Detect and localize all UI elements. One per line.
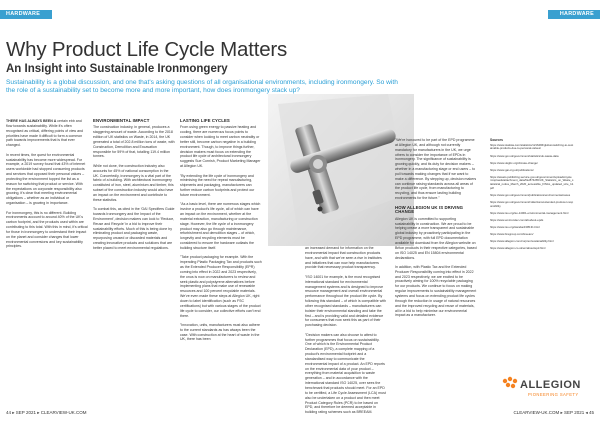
- paragraph: "Innovation, units, manufacturers must also adhere to the current standards as has always been the case. With construction at the heart of waste in the UK, there has been: [180, 322, 260, 342]
- reference-link[interactable]: https://assets.publishing.service.gov.uk/government/uploads/system/uploads/attachment_data/file/874265/UK_Statistics_on_Waste_statistical_notice_March_2020_accessible_FINAL_updated_size_12.pdf: [490, 174, 574, 190]
- paragraph: While not done, the construction industry also accounts for 45% of national consumption in the UK. Concertedly, ironmongery is a vital part of the fabric of a building. With architectural ironmongery constituted of iron, steel, aluminium and timber, this subset of the construction industry would also have an impact on the environment and contribute to these statistics.: [93, 163, 174, 202]
- reference-link[interactable]: https://www.gov.uk/government/publications/environmental-taxes: [490, 192, 571, 197]
- reference-link[interactable]: https://www.gov.uk/government/statistics/uk-waste-data: [490, 153, 559, 158]
- paragraph: "We're honoured to be part of the EPD programme at Allegion UK, and although not currently mandatory for manufacturers in the UK, we urge others to consider the importance of EPDs in ironmongery. The significance of sustainability is growing quickly, and its duty for decision makers – whether in a manufacturing stage or end users – to pull towards making changes that if we want to make a difference. By stepping up, decision makers can continue raising standards across all areas of the product life cycle, from manufacturing to recycling, and thus ensure lasting building environments for the future.": [395, 138, 477, 201]
- paragraph: an increased demand for information on the environmental impact that construction products have, and with that we've seen a rise in institutes and initiatives that can now help manufacturers provide that necessary product transparency.: [305, 246, 382, 270]
- svg-text:ALLEGION: ALLEGION: [520, 379, 581, 391]
- paragraph: From using green energy to passive heating and cooling, there are numerous focus points to consider when looking to meet carbon neutrality or better still, become carbon negative in a building environment. Though, to improve things further, decision makers must focus on extending the product life cycle of architectural ironmongery suggests Sue Cornish, Product Marketing Manager at Allegion UK.: [180, 125, 261, 169]
- column-5: [395, 138, 477, 323]
- folio-right: CLEARVIEW-UK.COM ▸ SEP 2021 ◂ 45: [513, 410, 594, 415]
- section-heading: LASTING LIFE CYCLES: [180, 118, 230, 123]
- column-4: [305, 246, 387, 420]
- reference-link[interactable]: https://www.ukgbc.org/climate-change/: [490, 160, 538, 165]
- paragraph: "As a basic level, there are numerous stages which involve a product's life cycle, all of which can have an impact on the environment, whether at the material extraction, manufacturing or construction stage. However, the life cycle of a ironmongery product may also go through maintenance, refurbishment and demolition stages – of which, longevity and recycling elements must be considered to ensure the hardware outlasts the building structure itself.: [180, 202, 261, 250]
- paragraph: In recent times, the quest for environmental sustainability has become more widespread. For example, a 2019 survey found that 43% of internet users worldwide had stopped consuming products and services that opposed their personal values – protecting the environment topped the list as a reason for switching that product or service. With the expectations on corporate responsibility also growing, it's clear that meeting environmental obligations – whether as an individual or organisation – is growing in importance.: [6, 152, 86, 206]
- reference-link[interactable]: https://www.allegion.com/corp/en/sustainability.html: [490, 239, 554, 244]
- section-label-right: HARDWARE: [548, 10, 600, 19]
- paragraph: The construction industry, in general, produces a staggering amount of waste. According to the 2018 edition of UK statistics on Waste, in 2014, the UK generated a total of 202.8 million tons of waste, with Construction, Demolition and Excavation responsible for 59% of that, totalling 119.4 million tonnes.: [93, 125, 175, 159]
- paragraph: "Decision makers can also choose to attest to further programmes that focus on sustainability. One of which is the Environmental Product Declaration (EPD), a complete mapping of a product's environmental footprint and a standardised way to communicate the environmental impact of a product. An EPD reports on the environmental data of your product – everything from material acquisition to waste generation – and in accordance with the international standard ISO 14025, over sees the benchmark that products should meet. For an EPD to be certified, a Life Cycle Assessment (LCA) must also be undertaken on a product and then meet Product Category Rules (PCR) to be based on EPD, and therefore be deemed acceptable in building rating schemes such as BREEAM.: [305, 332, 386, 415]
- paragraph: To combat this, as cited in the 'GAI Specifiers Guide towards Ironmongery and the Impact of the Environment', decision makers can look to 'Reduce, Reuse and Recycle' in a bid to improve their sustainability efforts. Much of this is being done by eliminating product and packaging waste, repurposing unused or discarded materials and creating innovative products and solutions that are better placed to meet environmental regulations.: [93, 207, 175, 250]
- reference-link[interactable]: https://www.statista.com/statistics/1216496/global-switching-to-sustainable-products-due-to-personal-values/: [490, 142, 574, 151]
- allegion-logo-mark: [500, 374, 580, 404]
- right-page: [300, 0, 600, 424]
- lead-in: THERE HAS ALWAYS BEEN A: [6, 119, 57, 123]
- paragraph: Allegion UK is committed to supporting sustainability in construction. We are proud to be helping create a more transparent and sustainable global industry by proactively participating in the EPD programme, with full EPD documentation available for download from the Allegion website on Briton products in their respective categories, based on ISO 14025 and EN 15804 environmental declarations.: [395, 216, 477, 260]
- references-heading: Sources: [490, 138, 504, 142]
- section-heading: HOW ALLEGION UK IS DRIVING CHANGE: [395, 204, 464, 215]
- section-heading: ENVIRONMENTAL IMPACT: [93, 118, 150, 123]
- column-3: [180, 119, 262, 347]
- column-1: [6, 119, 88, 254]
- reference-link[interactable]: https://www.allegion.co.uk/en/about/epd.html: [490, 246, 546, 251]
- reference-link[interactable]: https://www.bregroup.com/breeam/: [490, 232, 534, 237]
- article-lede: Sustainability is a global discussion, and one that's asking questions of all organisational environments, including ironmongery. So with the role of a sustainability set to become more and more important, how does ironmongery stack up?: [6, 79, 398, 95]
- paragraph: "Take product packaging for example. With the impending Plastic Packaging Tax and products such as the Extended Producer Responsibility (EPR) coming into effect in 2022 and 2023 respectively, the onus is now on manufacturers to review and seek plastic and polystyrene alternatives before implementing plans that make use of renewable resources and 100 percent recyclable materials. We've even made these steps at Allegion UK, right down to label identification (such as FSC certifications) but with various stages of the product life cycle to consider, our collective efforts can't end there.: [180, 255, 262, 318]
- references-list: [490, 139, 574, 254]
- reference-link[interactable]: https://www.iso.org/standard/38131.html: [490, 225, 540, 230]
- paragraph-text: certain ebb and flow towards sustainability. While it's often recognised as critical, differing points of view and priorities have made it difficult to form a common path towards improvements that is that ever changed.: [6, 119, 84, 148]
- reference-link[interactable]: https://www.environdec.com/all-about-epds: [490, 217, 544, 222]
- reference-link[interactable]: https://www.iso.org/iso-14001-environmental-management.html: [490, 210, 569, 215]
- paragraph: In addition, with Plastic Tax and the Extended Producer Responsibility coming into effect in 2022 and 2023 respectively, we are excited to be proactively aiming for 100% recyclable packaging for our products. We continue to focus on making regular improvements to sustainability management systems and focus on extending product life cycles through the reduction in usage of natural resources and the improved recycling and reuse of materials, all in a bid to help minimise our environmental impact as a manufacturer.: [395, 264, 477, 318]
- svg-text:PIONEERING SAFETY: PIONEERING SAFETY: [528, 392, 579, 397]
- paragraph: "ISO 14001 for example, is the most recognised international standard for environmental management systems and is designed to improve resource management and overall environmental performance throughout the product life cycle. By following this standard – of which is compatible with other recognised standards – manufacturers can bolster their environmental standing and take the first – and is providing valid and detailed evidence for consumers that now seek this as part of their purchasing decision.: [305, 274, 387, 328]
- column-2: [93, 119, 175, 255]
- article-subtitle: An Insight into Sustainable Ironmongery: [6, 63, 228, 75]
- folio-left: 44 ▸ SEP 2021 ▸ CLEARVIEW-UK.COM: [6, 410, 87, 415]
- allegion-logo: [500, 374, 580, 404]
- paragraph: For ironmongery, this is no different. Building environments account to around 40% of the UK's carbon footprint, and the products used within are contributing to this total. With this in mind, it's critical for those in ironmongery to understand their impact on the planet and consider changes that lower environmental conversions and key sustainability principles.: [6, 210, 88, 249]
- paragraph: [6, 119, 88, 148]
- reference-link[interactable]: https://www.gov.uk/government/collections/extended-producer-responsibility: [490, 200, 574, 208]
- section-label: HARDWARE: [0, 10, 52, 19]
- reference-link[interactable]: https://www.gai.org.uk/publications/: [490, 167, 534, 172]
- article-title: Why Product Life Cycle Matters: [6, 38, 288, 61]
- paragraph: "By extending the life cycle of ironmongery and minimising the need for repeat manufacturing, shipments and packaging, manufacturers can further reduce carbon footprints and protect our future environment.: [180, 173, 255, 197]
